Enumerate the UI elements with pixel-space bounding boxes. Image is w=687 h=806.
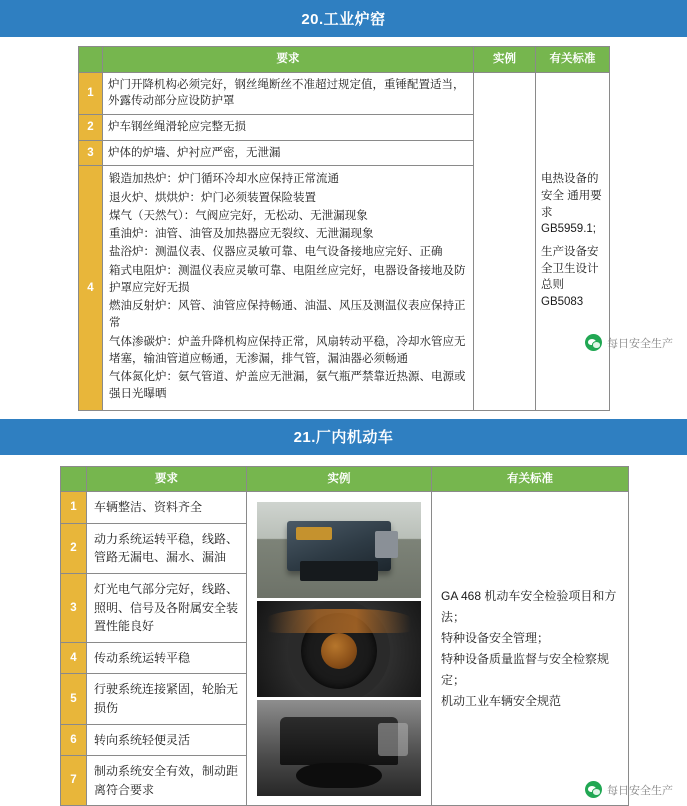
requirements-table-21 bbox=[60, 466, 629, 806]
watermark-label: 每日安全生产 bbox=[607, 337, 673, 350]
standard-cell-20 bbox=[536, 72, 610, 410]
row-requirement: 车辆整洁、资料齐全 bbox=[87, 492, 247, 524]
column-header-standard: 有关标准 bbox=[432, 466, 629, 492]
standard-cell-21 bbox=[432, 492, 629, 806]
standard-line: GA 468 机动车安全检验项目和方法； bbox=[441, 588, 617, 624]
row-index: 1 bbox=[61, 492, 87, 524]
row-requirement: 炉门开降机构必须完好，钢丝绳断丝不准超过规定值，重锤配置适当，外露传动部分应设防护罩 bbox=[103, 72, 474, 114]
column-header-example: 实例 bbox=[474, 47, 536, 73]
photo-detail bbox=[296, 527, 332, 540]
row-index: 7 bbox=[61, 756, 87, 806]
standard-line: 特种设备质量监督与安全检察规定； bbox=[441, 651, 610, 687]
section-plant-motor-vehicle bbox=[0, 416, 687, 806]
example-cell-20 bbox=[474, 72, 536, 410]
row-requirement: 转向系统轻便灵活 bbox=[87, 724, 247, 756]
standard-line: 特种设备安全管理； bbox=[441, 630, 550, 645]
row-index: 2 bbox=[61, 523, 87, 573]
table-row bbox=[61, 492, 629, 524]
row-requirement: 动力系统运转平稳，线路、管路无漏电、漏水、漏油 bbox=[87, 523, 247, 573]
row-index: 4 bbox=[79, 166, 103, 410]
photo-detail bbox=[378, 723, 408, 756]
requirement-line: 气体氮化炉：氨气管道、炉盖应无泄漏，氨气瓶严禁靠近热源、电源或强日光曝晒 bbox=[109, 371, 466, 401]
column-header-index bbox=[79, 47, 103, 73]
column-header-index bbox=[61, 466, 87, 492]
row-index: 4 bbox=[61, 642, 87, 674]
table-row bbox=[79, 72, 610, 114]
row-index: 3 bbox=[61, 574, 87, 643]
wechat-logo-icon bbox=[585, 334, 602, 351]
row-requirement: 灯光电气部分完好，线路、照明、信号及各附属安全装置性能良好 bbox=[87, 574, 247, 643]
standard-line: 生产设备安全卫生设计总则 bbox=[541, 246, 599, 292]
standard-line: 电热设备的安全 通用要求 bbox=[541, 173, 602, 219]
row-requirement: 炉车钢丝绳滑轮应完整无损 bbox=[103, 115, 474, 141]
watermark-top bbox=[585, 334, 673, 351]
section-title-20: 20.工业炉窑 bbox=[0, 0, 687, 40]
standard-line: 机动工业车辆安全规范 bbox=[441, 693, 562, 708]
photo-vehicle-tire-ground bbox=[257, 700, 421, 796]
table-header-row bbox=[61, 466, 629, 492]
watermark-label: 每日安全生产 bbox=[607, 784, 673, 797]
section-title-21: 21.厂内机动车 bbox=[0, 416, 687, 458]
photo-machine-workshop bbox=[257, 502, 421, 598]
row-index: 2 bbox=[79, 115, 103, 141]
column-header-requirement: 要求 bbox=[103, 47, 474, 73]
column-header-example: 实例 bbox=[247, 466, 432, 492]
photo-detail bbox=[267, 609, 411, 634]
row-index: 6 bbox=[61, 724, 87, 756]
photo-stack bbox=[252, 498, 426, 800]
row-index: 3 bbox=[79, 140, 103, 166]
requirement-line: 箱式电阻炉：测温仪表应灵敏可靠、电阻丝应完好，电器设备接地及防护罩应完好无损 bbox=[109, 264, 466, 294]
table-header-row bbox=[79, 47, 610, 73]
row-index: 1 bbox=[79, 72, 103, 114]
example-photos-cell bbox=[247, 492, 432, 806]
requirement-line: 盐浴炉：测温仪表、仪器应灵敏可靠、电气设备接地应完好、正确 bbox=[109, 246, 443, 259]
requirement-line: 气体渗碳炉：炉盖升降机构应保持正常，风扇转动平稳，冷却水管应无堵塞，输油管道应畅通，无渗漏，排气管，漏油器必须畅通 bbox=[109, 335, 466, 365]
requirement-line: 燃油反射炉：风管、油管应保持畅通、油温、风压及测温仪表应保持正常 bbox=[109, 300, 466, 330]
photo-worn-tire-closeup bbox=[257, 601, 421, 697]
photo-detail bbox=[375, 531, 398, 558]
requirement-line: 锻造加热炉：炉门循环冷却水应保持正常流通 bbox=[109, 173, 339, 186]
requirement-line: 煤气（天然气）：气阀应完好，无松动、无泄漏现象 bbox=[109, 209, 368, 222]
row-requirement: 炉体的炉墙、炉衬应严密，无泄漏 bbox=[103, 140, 474, 166]
row-requirement-list bbox=[103, 166, 474, 410]
standard-line: GB5083 bbox=[541, 296, 584, 309]
requirements-table-20 bbox=[78, 46, 610, 411]
row-requirement: 制动系统安全有效，制动距离符合要求 bbox=[87, 756, 247, 806]
standard-line: GB5959.1; bbox=[541, 223, 596, 236]
row-index: 5 bbox=[61, 674, 87, 724]
row-requirement: 行驶系统连接紧固，轮胎无损伤 bbox=[87, 674, 247, 724]
watermark-bottom bbox=[585, 781, 673, 798]
requirement-line: 重油炉：油管、油管及加热器应无裂纹、无泄漏现象 bbox=[109, 228, 374, 241]
column-header-standard: 有关标准 bbox=[536, 47, 610, 73]
requirement-line: 退火炉、烘烘炉：炉门必须装置保险装置 bbox=[109, 191, 316, 204]
wechat-logo-icon bbox=[585, 781, 602, 798]
row-requirement: 传动系统运转平稳 bbox=[87, 642, 247, 674]
column-header-requirement: 要求 bbox=[87, 466, 247, 492]
